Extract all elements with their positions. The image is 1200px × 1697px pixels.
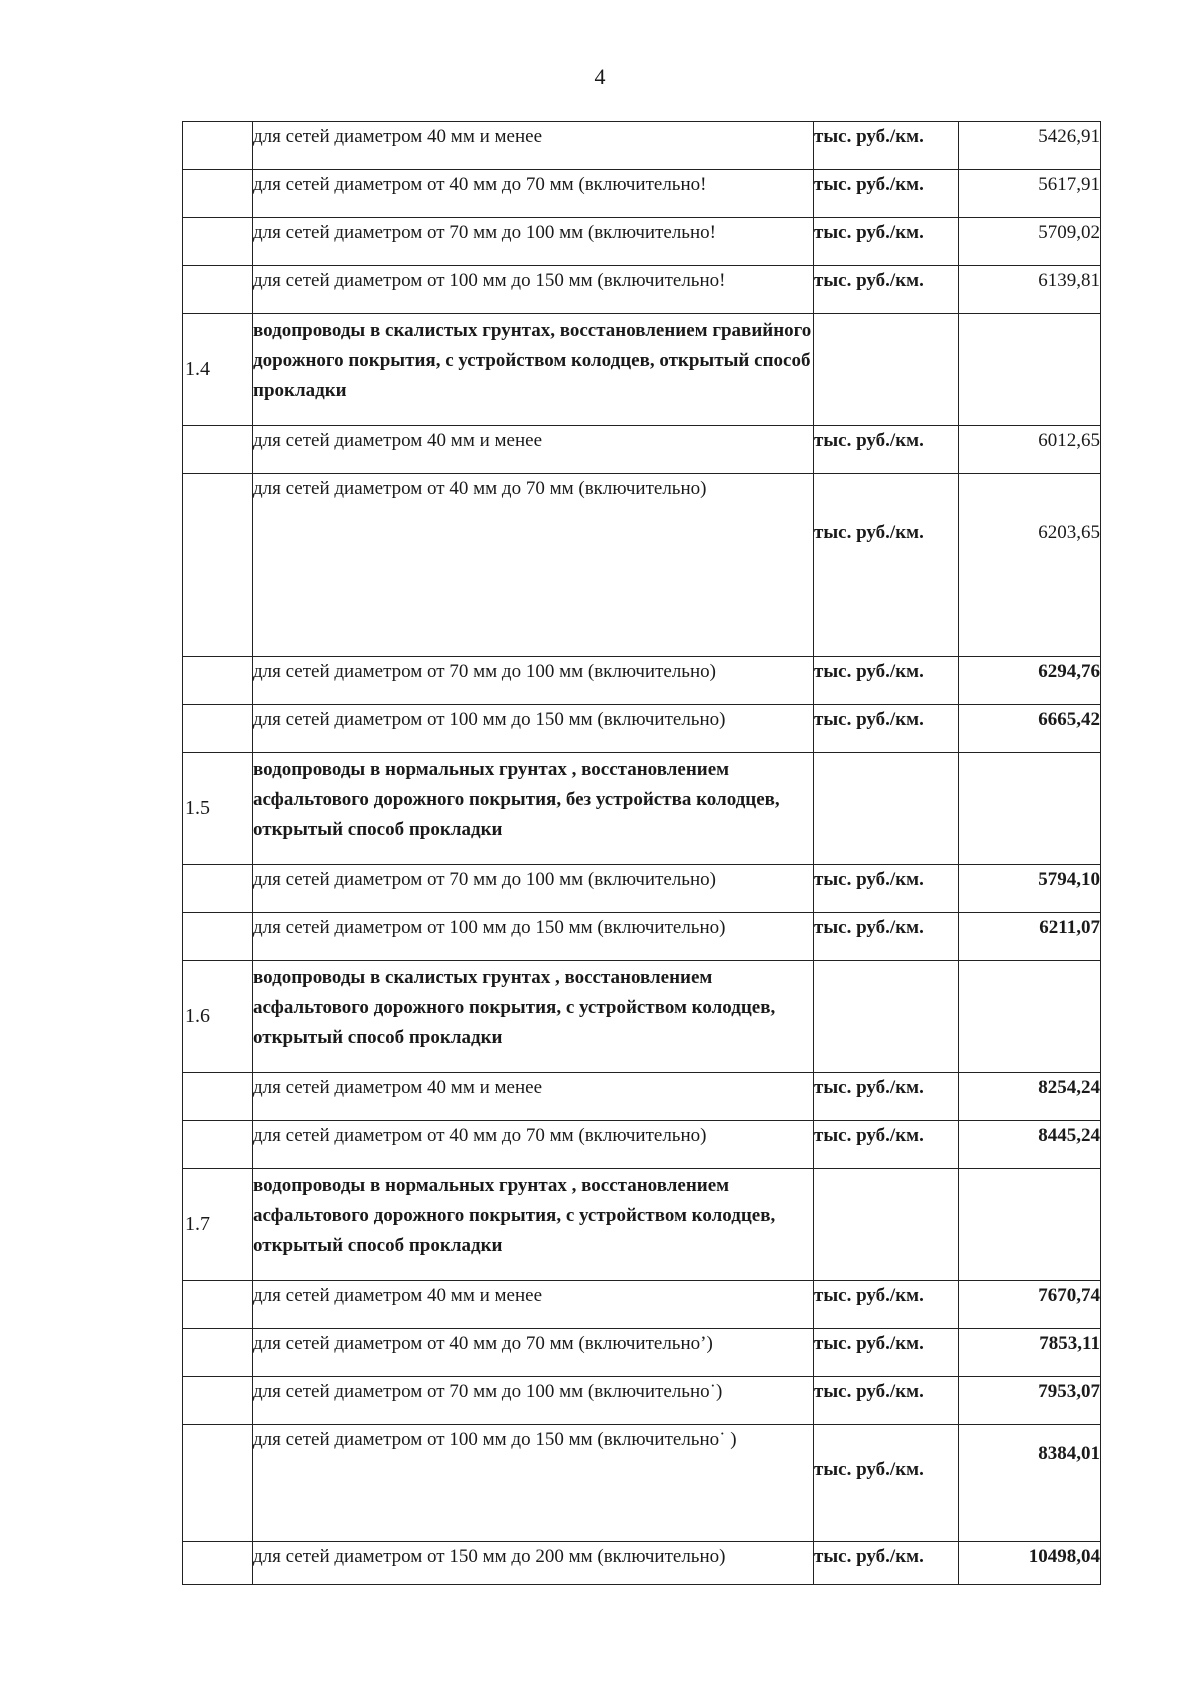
row-description: для сетей диаметром от 70 мм до 100 мм (включительно˙) bbox=[253, 1377, 814, 1425]
row-number-cell bbox=[183, 122, 253, 170]
table-row bbox=[183, 1121, 1101, 1169]
section-number: 1.6 bbox=[183, 961, 253, 1073]
row-unit: тыс. руб./км. bbox=[814, 1281, 959, 1329]
row-description: для сетей диаметром от 100 мм до 150 мм (включительно˙ ) bbox=[253, 1425, 814, 1542]
row-value: 7670,74 bbox=[959, 1281, 1101, 1329]
row-unit: тыс. руб./км. bbox=[814, 1542, 959, 1585]
row-description: для сетей диаметром от 40 мм до 70 мм (включительно! bbox=[253, 170, 814, 218]
row-description: для сетей диаметром от 70 мм до 100 мм (включительно) bbox=[253, 657, 814, 705]
row-value: 5617,91 bbox=[959, 170, 1101, 218]
row-unit: тыс. руб./км. bbox=[814, 1073, 959, 1121]
table-row bbox=[183, 266, 1101, 314]
row-number-cell bbox=[183, 426, 253, 474]
row-unit: тыс. руб./км. bbox=[814, 1329, 959, 1377]
section-header-row bbox=[183, 1169, 1101, 1281]
section-title: водопроводы в скалистых грунтах , восстановлением асфальтового дорожного покрытия, с устройством колодцев, открытый способ прокладки bbox=[253, 961, 814, 1073]
table-row bbox=[183, 865, 1101, 913]
table-row bbox=[183, 657, 1101, 705]
table-row bbox=[183, 1281, 1101, 1329]
row-unit: тыс. руб./км. bbox=[814, 426, 959, 474]
row-unit bbox=[814, 961, 959, 1073]
row-number-cell bbox=[183, 865, 253, 913]
tariff-table bbox=[182, 121, 1101, 1585]
section-header-row bbox=[183, 314, 1101, 426]
row-value: 6139,81 bbox=[959, 266, 1101, 314]
row-unit: тыс. руб./км. bbox=[814, 705, 959, 753]
row-unit: тыс. руб./км. bbox=[814, 913, 959, 961]
row-number-cell bbox=[183, 1281, 253, 1329]
row-description: для сетей диаметром 40 мм и менее bbox=[253, 426, 814, 474]
row-unit: тыс. руб./км. bbox=[814, 657, 959, 705]
table-row bbox=[183, 218, 1101, 266]
row-number-cell bbox=[183, 1542, 253, 1585]
row-number-cell bbox=[183, 170, 253, 218]
table-row bbox=[183, 474, 1101, 657]
row-description: для сетей диаметром от 100 мм до 150 мм (включительно) bbox=[253, 705, 814, 753]
row-value bbox=[959, 753, 1101, 865]
row-unit: тыс. руб./км. bbox=[814, 474, 959, 657]
row-description: для сетей диаметром 40 мм и менее bbox=[253, 1281, 814, 1329]
row-number-cell bbox=[183, 1073, 253, 1121]
table-row bbox=[183, 426, 1101, 474]
table-row bbox=[183, 1542, 1101, 1585]
section-number: 1.5 bbox=[183, 753, 253, 865]
row-number-cell bbox=[183, 1121, 253, 1169]
row-number-cell bbox=[183, 657, 253, 705]
row-description: для сетей диаметром 40 мм и менее bbox=[253, 122, 814, 170]
row-number-cell bbox=[183, 474, 253, 657]
row-description: для сетей диаметром от 40 мм до 70 мм (включительно’) bbox=[253, 1329, 814, 1377]
row-value: 6203,65 bbox=[959, 474, 1101, 657]
row-value: 5709,02 bbox=[959, 218, 1101, 266]
row-unit: тыс. руб./км. bbox=[814, 1425, 959, 1542]
row-description: для сетей диаметром от 70 мм до 100 мм (включительно! bbox=[253, 218, 814, 266]
row-description: для сетей диаметром от 100 мм до 150 мм (включительно) bbox=[253, 913, 814, 961]
page-number: 4 bbox=[594, 64, 606, 89]
row-description: для сетей диаметром от 40 мм до 70 мм (включительно) bbox=[253, 1121, 814, 1169]
section-header-row bbox=[183, 961, 1101, 1073]
row-value bbox=[959, 961, 1101, 1073]
table-row bbox=[183, 1073, 1101, 1121]
row-number-cell bbox=[183, 1377, 253, 1425]
row-value: 6294,76 bbox=[959, 657, 1101, 705]
table-row bbox=[183, 170, 1101, 218]
row-unit: тыс. руб./км. bbox=[814, 218, 959, 266]
row-unit: тыс. руб./км. bbox=[814, 1121, 959, 1169]
row-number-cell bbox=[183, 218, 253, 266]
row-value: 5794,10 bbox=[959, 865, 1101, 913]
row-description: для сетей диаметром от 70 мм до 100 мм (включительно) bbox=[253, 865, 814, 913]
section-title: водопроводы в скалистых грунтах, восстановлением гравийного дорожного покрытия, с устройством колодцев, открытый способ прокладки bbox=[253, 314, 814, 426]
row-value: 5426,91 bbox=[959, 122, 1101, 170]
row-value: 8445,24 bbox=[959, 1121, 1101, 1169]
table-row bbox=[183, 122, 1101, 170]
row-number-cell bbox=[183, 705, 253, 753]
row-value: 6211,07 bbox=[959, 913, 1101, 961]
row-value: 10498,04 bbox=[959, 1542, 1101, 1585]
row-unit: тыс. руб./км. bbox=[814, 266, 959, 314]
row-unit bbox=[814, 314, 959, 426]
row-unit bbox=[814, 1169, 959, 1281]
table-row bbox=[183, 1425, 1101, 1542]
section-number: 1.4 bbox=[183, 314, 253, 426]
row-value bbox=[959, 314, 1101, 426]
section-title: водопроводы в нормальных грунтах , восстановлением асфальтового дорожного покрытия, с устройством колодцев, открытый способ прокладки bbox=[253, 1169, 814, 1281]
row-unit: тыс. руб./км. bbox=[814, 865, 959, 913]
table-row bbox=[183, 1329, 1101, 1377]
table-row bbox=[183, 705, 1101, 753]
row-description: для сетей диаметром от 40 мм до 70 мм (включительно) bbox=[253, 474, 814, 657]
row-value bbox=[959, 1169, 1101, 1281]
row-description: для сетей диаметром от 100 мм до 150 мм (включительно! bbox=[253, 266, 814, 314]
row-unit: тыс. руб./км. bbox=[814, 170, 959, 218]
row-number-cell bbox=[183, 1329, 253, 1377]
row-number-cell bbox=[183, 266, 253, 314]
section-header-row bbox=[183, 753, 1101, 865]
row-unit bbox=[814, 753, 959, 865]
section-title: водопроводы в нормальных грунтах , восстановлением асфальтового дорожного покрытия, без устройства колодцев, открытый способ прокладки bbox=[253, 753, 814, 865]
row-unit: тыс. руб./км. bbox=[814, 122, 959, 170]
row-number-cell bbox=[183, 1425, 253, 1542]
table-row bbox=[183, 913, 1101, 961]
row-description: для сетей диаметром 40 мм и менее bbox=[253, 1073, 814, 1121]
table-row bbox=[183, 1377, 1101, 1425]
row-unit: тыс. руб./км. bbox=[814, 1377, 959, 1425]
row-value: 7853,11 bbox=[959, 1329, 1101, 1377]
row-value: 6665,42 bbox=[959, 705, 1101, 753]
section-number: 1.7 bbox=[183, 1169, 253, 1281]
row-number-cell bbox=[183, 913, 253, 961]
row-value: 6012,65 bbox=[959, 426, 1101, 474]
row-value: 8254,24 bbox=[959, 1073, 1101, 1121]
row-value: 7953,07 bbox=[959, 1377, 1101, 1425]
row-value: 8384,01 bbox=[959, 1425, 1101, 1542]
row-description: для сетей диаметром от 150 мм до 200 мм (включительно) bbox=[253, 1542, 814, 1585]
